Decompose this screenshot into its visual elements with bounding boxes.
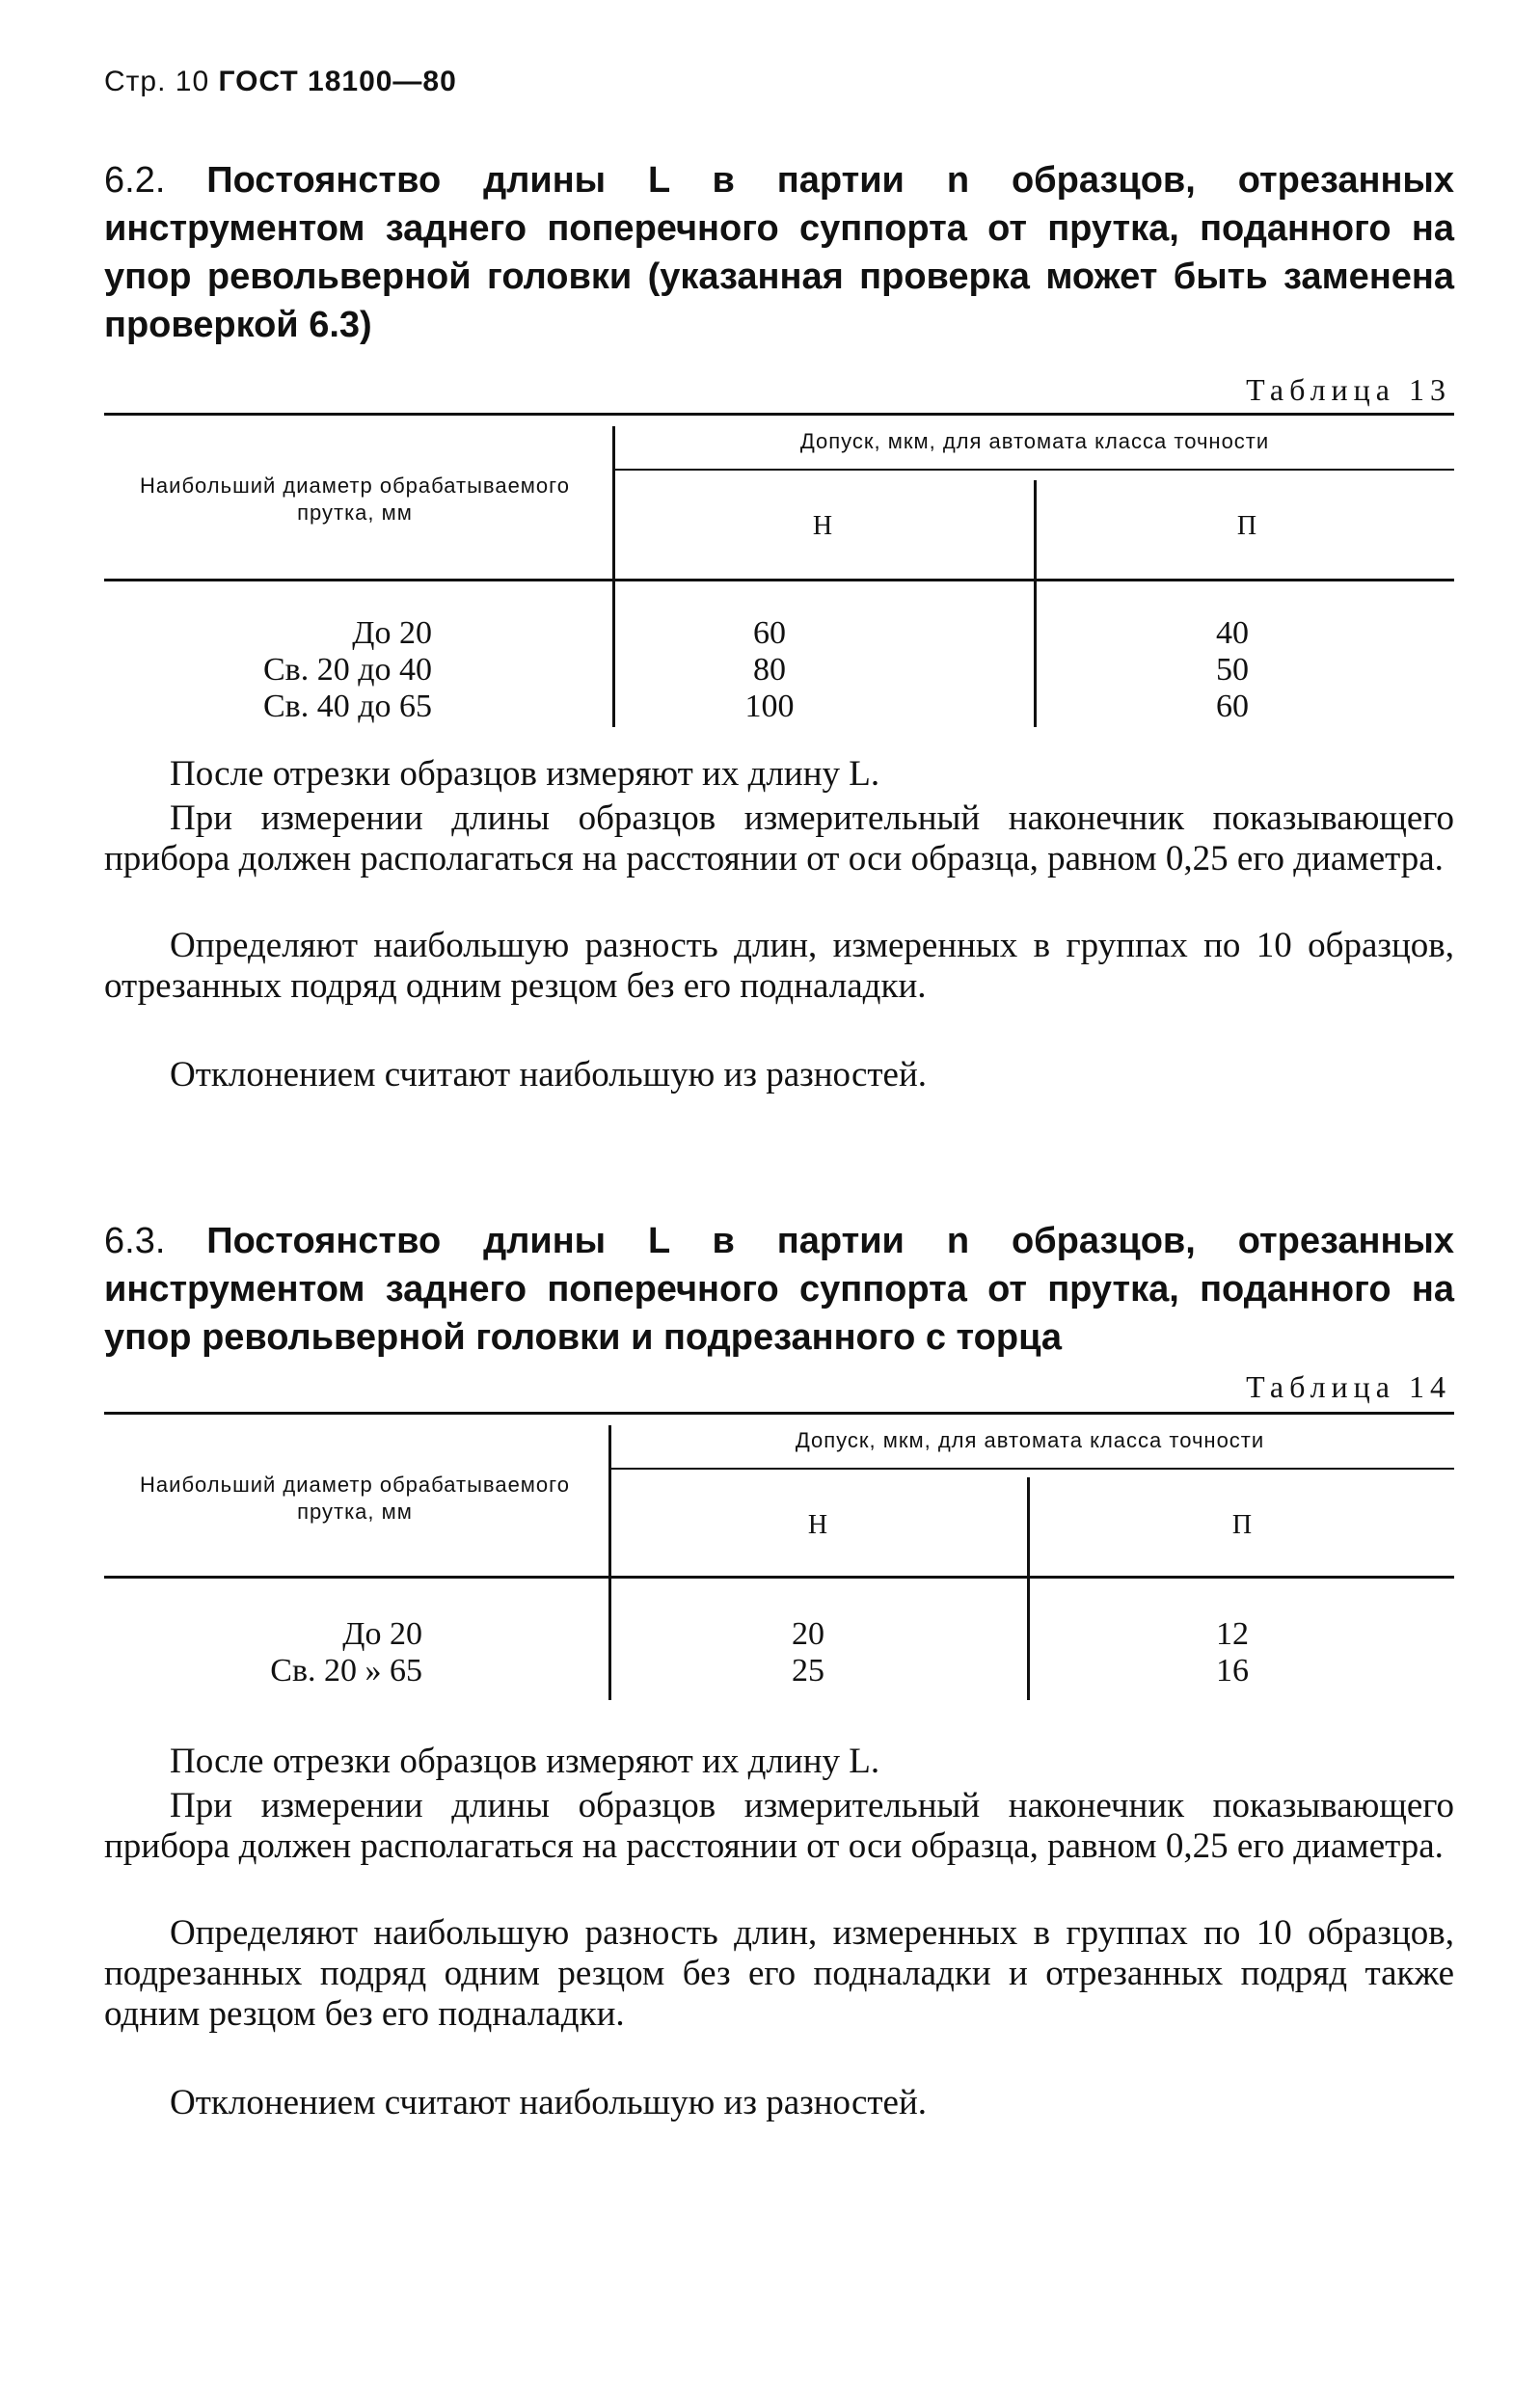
table-row-value-n: 100 <box>744 689 795 724</box>
para-6-3-4: Отклонением считают наибольшую из разностей. <box>170 2083 928 2122</box>
table-row-value-n: 20 <box>792 1616 824 1652</box>
table-14-divider-2 <box>1027 1477 1030 1700</box>
table-13-class-n: Н <box>812 511 833 541</box>
table-14-class-p: П <box>1231 1510 1253 1540</box>
para-6-2-3: Определяют наибольшую разность длин, измеренных в группах по 10 образцов, отрезанных подряд одним резцом без его подналадки. <box>104 926 1454 1006</box>
table-13-label: Таблица 13 <box>1246 372 1451 407</box>
section-6-2-number: 6.2. <box>104 160 166 201</box>
table-row-value-p: 16 <box>1216 1653 1249 1689</box>
table-14-col1-header: Наибольший диаметр обрабатываемого прутка, мм <box>140 1473 570 1524</box>
table-13-col1-header: Наибольший диаметр обрабатываемого прутка, мм <box>140 473 570 525</box>
table-13-header-rule <box>104 579 1454 581</box>
page-number: Стр. 10 <box>104 66 210 97</box>
table-13-divider-2 <box>1034 480 1037 727</box>
table-14-diameter-col <box>104 1616 422 1689</box>
table-14-p-col <box>1146 1616 1319 1689</box>
section-6-3-heading <box>104 1217 1454 1362</box>
table-13-p-col <box>1146 615 1319 725</box>
table-14-group-rule <box>610 1468 1454 1470</box>
table-14-label: Таблица 14 <box>1246 1369 1451 1404</box>
table-row-value-p: 60 <box>1216 689 1249 724</box>
para-6-3-1: После отрезки образцов измеряют их длину L. <box>170 1742 880 1781</box>
section-6-2-title: Постоянство длины L в партии n образцов, отрезанных инструментом заднего поперечного суппорта от прутка, поданного на упор револьверной головки (указанная проверка может быть заменена проверкой 6.3) <box>104 160 1454 345</box>
table-13-group-rule <box>614 469 1454 471</box>
para-6-2-1: После отрезки образцов измеряют их длину L. <box>170 754 880 794</box>
table-14-header-rule <box>104 1576 1454 1579</box>
table-13-diameter-col <box>104 615 432 725</box>
table-row-value-p: 12 <box>1216 1616 1249 1652</box>
table-row-value-n: 25 <box>792 1653 824 1689</box>
page-header <box>104 66 457 98</box>
section-6-2-heading <box>104 156 1454 349</box>
para-6-3-3: Определяют наибольшую разность длин, измеренных в группах по 10 образцов, подрезанных подряд одним резцом без его подналадки и отрезанных подряд также одним резцом без его подналадки. <box>104 1913 1454 2034</box>
table-row-diameter: Св. 20 » 65 <box>270 1653 422 1689</box>
table-14-group-header: Допуск, мкм, для автомата класса точности <box>795 1428 1265 1452</box>
table-13-top-rule <box>104 413 1454 416</box>
para-6-2-4: Отклонением считают наибольшую из разностей. <box>170 1055 928 1094</box>
table-14-n-col <box>721 1616 895 1689</box>
table-row-diameter: До 20 <box>342 1616 422 1652</box>
table-13-group-header: Допуск, мкм, для автомата класса точности <box>799 429 1270 453</box>
table-row-diameter: Св. 40 до 65 <box>262 689 432 724</box>
table-13 <box>104 413 1454 741</box>
section-6-3-title: Постоянство длины L в партии n образцов, отрезанных инструментом заднего поперечного суппорта от прутка, поданного на упор револьверной головки и подрезанного с торца <box>104 1221 1454 1358</box>
table-row-value-p: 50 <box>1216 652 1249 688</box>
table-13-class-p: П <box>1236 511 1257 541</box>
table-14-class-n: Н <box>807 1510 828 1540</box>
table-row-value-p: 40 <box>1216 615 1249 651</box>
table-14-top-rule <box>104 1412 1454 1415</box>
table-14-divider-1 <box>608 1425 611 1700</box>
table-row-diameter: Св. 20 до 40 <box>262 652 432 688</box>
table-13-divider-1 <box>612 426 615 727</box>
table-row-value-n: 80 <box>753 652 786 688</box>
gost-number: ГОСТ 18100—80 <box>218 66 457 97</box>
table-14 <box>104 1412 1454 1711</box>
table-row-diameter: До 20 <box>352 615 432 651</box>
table-13-n-col <box>683 615 856 725</box>
para-6-3-2: При измерении длины образцов измерительный наконечник показывающего прибора должен располагаться на расстоянии от оси образца, равном 0,25 его диаметра. <box>104 1786 1454 1866</box>
section-6-3-number: 6.3. <box>104 1221 166 1261</box>
para-6-2-2: При измерении длины образцов измерительный наконечник показывающего прибора должен располагаться на расстоянии от оси образца, равном 0,25 его диаметра. <box>104 798 1454 878</box>
table-row-value-n: 60 <box>753 615 786 651</box>
